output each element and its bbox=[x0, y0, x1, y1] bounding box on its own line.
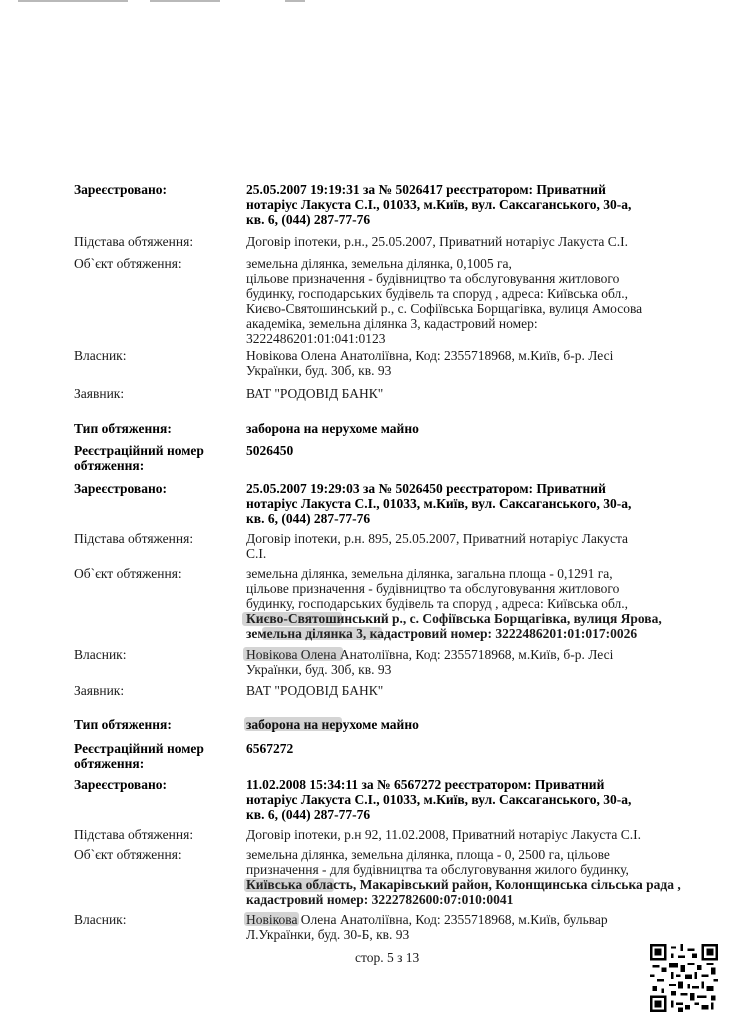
regnum-value: 6567272 bbox=[246, 741, 294, 756]
registered-label: Зареєстровано: bbox=[74, 777, 167, 792]
object-label: Об`єкт обтяження: bbox=[74, 847, 182, 862]
regnum-value: 5026450 bbox=[246, 443, 294, 458]
type-value: заборона на нерухоме майно bbox=[246, 717, 419, 732]
basis-value: Договір іпотеки, р.н., 25.05.2007, Приватний нотаріус Лакуста С.І. bbox=[246, 234, 629, 249]
page-number: стор. 5 з 13 bbox=[355, 950, 420, 965]
type-label: Тип обтяження: bbox=[74, 421, 172, 436]
basis-value: Договір іпотеки, р.н 92, 11.02.2008, Приватний нотаріус Лакуста С.І. bbox=[246, 827, 642, 842]
owner-value: Новікова Олена Анатоліївна, Код: 2355718968, м.Київ, б-р. Лесі Українки, буд. 30б, кв. 93 bbox=[246, 348, 614, 378]
object-label: Об`єкт обтяження: bbox=[74, 566, 182, 581]
type-label: Тип обтяження: bbox=[74, 717, 172, 732]
scan-smudge bbox=[242, 612, 342, 626]
qr-code-icon bbox=[650, 944, 718, 1012]
scan-smudge bbox=[262, 627, 382, 640]
scan-smudge bbox=[244, 878, 334, 892]
owner-value: Новікова Олена Анатоліївна, Код: 2355718968, м.Київ, б-р. Лесі Українки, буд. 30б, кв. 93 bbox=[246, 647, 614, 677]
object-value: земельна ділянка, земельна ділянка, 0,1005 га, цільове призначення - будівництво та обслуговування житлового будинку, господарських будівель та споруд , адреса: Київська обл., Києво-Святошинський р., с. Софіївська Борщагівка, вулиця Амосова академіка, земельна ділянка 3, кадастровий номер: 3222486201:01:041:0123 bbox=[246, 256, 643, 346]
applicant-label: Заявник: bbox=[74, 683, 125, 698]
object-value-plain: земельна ділянка, земельна ділянка, площа - 0, 2500 га, цільове призначення - для будівництва та обслуговування жилого будинку, bbox=[246, 847, 629, 877]
scan-smudge bbox=[244, 912, 299, 926]
object-value-bold: Києво-Святошинський р., с. Софіївська Борщагівка, вулиця Ярова, земельна ділянка 3, кадастровий номер: 3222486201:01:017:0026 bbox=[246, 611, 662, 641]
registered-label: Зареєстровано: bbox=[74, 182, 167, 197]
applicant-value: ВАТ "РОДОВІД БАНК" bbox=[246, 386, 384, 401]
object-value-plain: земельна ділянка, земельна ділянка, загальна площа - 0,1291 га, цільове призначення - будівництво та обслуговування житлового будинку, господарських будівель та споруд , адреса: Київська обл., bbox=[246, 566, 629, 611]
owner-label: Власник: bbox=[74, 348, 127, 363]
registered-value: 25.05.2007 19:19:31 за № 5026417 реєстратором: Приватний нотаріус Лакуста С.І., 01033, м.Київ, вул. Саксаганського, 30-а, кв. 6, (044) 287-77-76 bbox=[246, 182, 632, 227]
registered-label: Зареєстровано: bbox=[74, 481, 167, 496]
scan-top-edge bbox=[0, 0, 729, 4]
owner-value: Новікова Олена Анатоліївна, Код: 2355718968, м.Київ, бульвар Л.Українки, буд. 30-Б, кв. 93 bbox=[246, 912, 608, 942]
basis-label: Підстава обтяження: bbox=[74, 531, 194, 546]
registered-value: 25.05.2007 19:29:03 за № 5026450 реєстратором: Приватний нотаріус Лакуста С.І., 01033, м.Київ, вул. Саксаганського, 30-а, кв. 6, (044) 287-77-76 bbox=[246, 481, 632, 526]
applicant-label: Заявник: bbox=[74, 386, 125, 401]
object-value-bold: Київська область, Макарівський район, Колонщинська сільська рада , кадастровий номер: 3222782600:07:010:0041 bbox=[246, 877, 681, 907]
registered-value: 11.02.2008 15:34:11 за № 6567272 реєстратором: Приватний нотаріус Лакуста С.І., 01033, м.Київ, вул. Саксаганського, 30-а, кв. 6, (044) 287-77-76 bbox=[246, 777, 632, 822]
owner-label: Власник: bbox=[74, 912, 127, 927]
basis-label: Підстава обтяження: bbox=[74, 234, 194, 249]
type-value: заборона на нерухоме майно bbox=[246, 421, 419, 436]
applicant-value: ВАТ "РОДОВІД БАНК" bbox=[246, 683, 384, 698]
scan-smudge bbox=[243, 647, 343, 661]
regnum-label: Реєстраційний номер обтяження: bbox=[74, 443, 204, 473]
object-label: Об`єкт обтяження: bbox=[74, 256, 182, 271]
owner-label: Власник: bbox=[74, 647, 127, 662]
basis-value: Договір іпотеки, р.н. 895, 25.05.2007, Приватний нотаріус Лакуста С.І. bbox=[246, 531, 629, 561]
object-value bbox=[246, 847, 686, 907]
regnum-label: Реєстраційний номер обтяження: bbox=[74, 741, 204, 771]
basis-label: Підстава обтяження: bbox=[74, 827, 194, 842]
scan-smudge bbox=[244, 717, 342, 731]
